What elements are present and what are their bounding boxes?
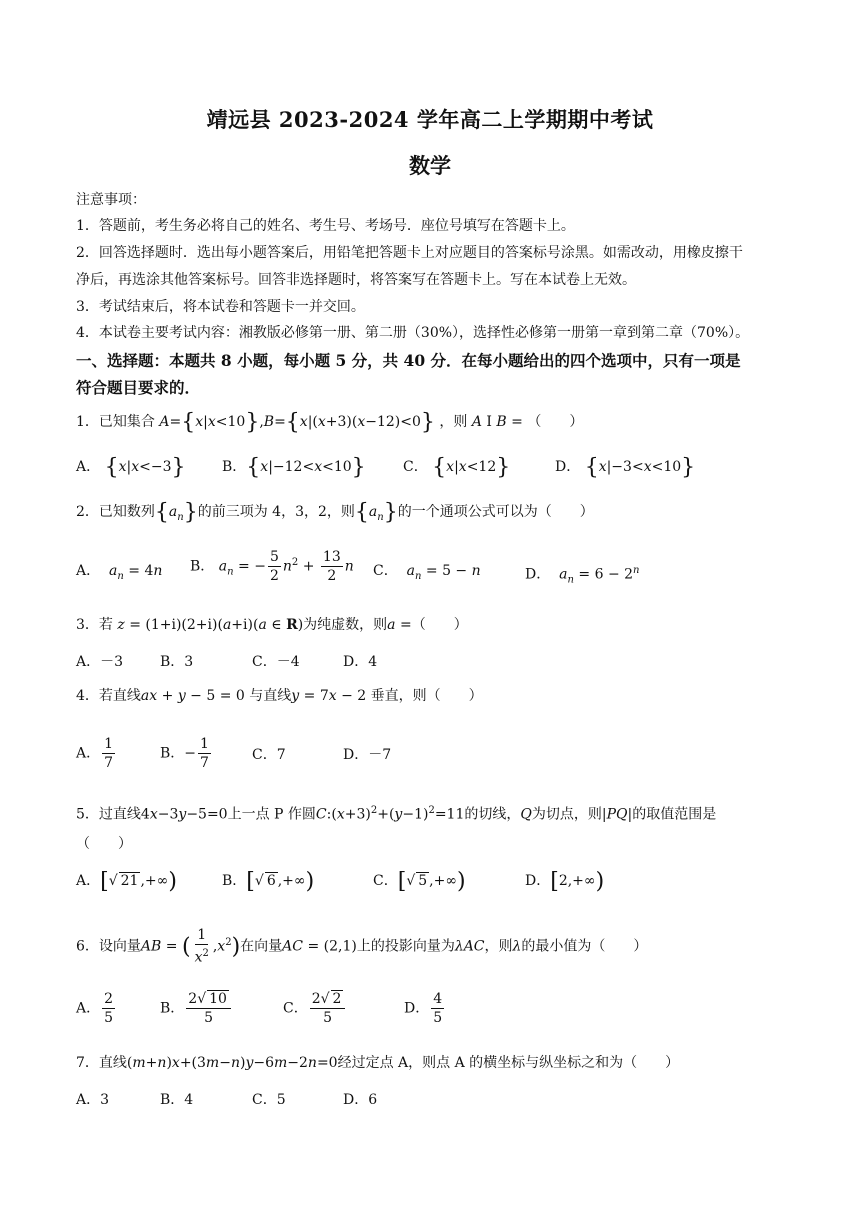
q7-option-a[interactable]: A．3 <box>76 1092 110 1108</box>
q7-option-c[interactable]: C．5 <box>252 1092 286 1108</box>
q6-option-c[interactable]: C． $\frac{2√ 2}{5}$ <box>283 990 347 1027</box>
section-heading-line2: 符合题目要求的． <box>76 378 201 397</box>
question-2: 2．已知数列$\{a_n\}$的前三项为 4，3，2，则$\{a_n\}$的一个通项公式可以为（ ） <box>76 500 594 525</box>
q5-option-a[interactable]: A．[√ 21 ,+∞) <box>76 869 177 894</box>
note-1: 1．答题前，考生务必将自己的姓名、考生号、考场号．座位号填写在答题卡上。 <box>76 218 575 234</box>
question-5: 5．过直线4x−3y−5=0上一点 P 作圆$C:(x+3)^2+(y-1)^2=11$的切线，Q为切点，则|PQ|的取值范围是 <box>76 805 717 823</box>
q3-option-d[interactable]: D．4 <box>343 654 378 670</box>
q5-option-b[interactable]: B．[√ 6 ,+∞) <box>222 869 315 894</box>
q1-option-a[interactable]: A． {x|x<−3} <box>76 455 186 480</box>
question-4: 4．若直线ax + y − 5 = 0 与直线y = 7x − 2 垂直，则（ ） <box>76 688 483 704</box>
q6-option-d[interactable]: D． $\frac{4}{5}$ <box>404 991 443 1026</box>
q4-option-a[interactable]: A． $\frac{1}{7}$ <box>76 736 114 771</box>
notes-heading: 注意事项： <box>76 192 146 208</box>
q1-blank: （ ） <box>527 414 584 430</box>
exam-subject: 数学 <box>409 153 451 178</box>
q5-option-c[interactable]: C．[√ 5 ,+∞) <box>373 869 466 894</box>
q6-option-b[interactable]: B． $\frac{2√ 10}{5}$ <box>160 990 233 1027</box>
section-heading-line1: 一、选择题：本题共 8 小题，每小题 5 分，共 40 分．在每小题给出的四个选项中，只有一项是 <box>76 351 741 370</box>
q4-option-b[interactable]: B．− $\frac{1}{7}$ <box>160 736 209 771</box>
q1-stem-prefix: 1．已知集合 <box>76 414 155 430</box>
q4-option-d[interactable]: D．－7 <box>343 747 392 763</box>
q1-option-d[interactable]: D． {x|−3<x<10} <box>555 455 696 480</box>
note-3: 3．考试结束后，将本试卷和答题卡一并交回。 <box>76 299 365 315</box>
question-1 <box>76 412 583 433</box>
q1-option-b[interactable]: B．{x|−12<x<10} <box>222 455 366 480</box>
q6-option-a[interactable]: A． $\frac{2}{5}$ <box>76 991 114 1026</box>
q7-option-b[interactable]: B．4 <box>160 1092 194 1108</box>
exam-title: 靖远县 2023-2024 学年高二上学期期中考试 <box>206 107 654 132</box>
note-2b: 净后，再选涂其他答案标号。回答非选择题时，将答案写在答题卡上。写在本试卷上无效。 <box>76 272 636 288</box>
q7-option-d[interactable]: D．6 <box>343 1092 378 1108</box>
question-6: 6．设向量AB = ( $\frac{1}{x^2}$ $,x^2$)在向量AC = (2,1)上的投影向量为λAC，则λ的最小值为（ ） <box>76 927 648 966</box>
q1-sets: A={x|x<10},B={x|(x+3)(x−12)<0} <box>159 410 435 435</box>
q3-option-c[interactable]: C．－4 <box>252 654 300 670</box>
question-7: 7．直线(m+n)x+(3m−n)y−6m−2n=0经过定点 A，则点 A 的横坐标与纵坐标之和为（ ） <box>76 1055 680 1071</box>
q2-option-b[interactable]: B． $a_n$ = − $\frac{5}{2}$ $n^2$ + $\frac{13}{2}$ n <box>190 549 354 584</box>
q1-option-c[interactable]: C． {x|x<12} <box>403 455 511 480</box>
q1-expr: A I B = <box>471 414 523 430</box>
q2-option-a[interactable]: A． $a_n = 4n$ <box>76 563 163 582</box>
q3-option-b[interactable]: B．3 <box>160 654 194 670</box>
q5-option-d[interactable]: D．[2,+∞) <box>525 869 605 894</box>
question-3: 3．若 z = (1+i)(2+i)(a+i)(a ∈ R)为纯虚数，则a =（ ） <box>76 617 468 633</box>
note-4: 4．本试卷主要考试内容：湘教版必修第一册、第二册（30%），选择性必修第一册第一章到第二章（70%）。 <box>76 325 750 341</box>
q3-option-a[interactable]: A．－3 <box>76 654 124 670</box>
q1-stem-suffix: ，则 <box>439 414 468 430</box>
q5-blank: （ ） <box>76 836 132 852</box>
q2-option-c[interactable]: C． $a_n = 5 - n$ <box>373 563 481 582</box>
note-2a: 2．回答选择题时．选出每小题答案后，用铅笔把答题卡上对应题目的答案标号涂黑。如需改动，用橡皮擦干 <box>76 245 743 261</box>
q2-option-d[interactable]: D． $a_n = 6 - 2^n$ <box>525 565 640 586</box>
q4-option-c[interactable]: C．7 <box>252 747 286 763</box>
